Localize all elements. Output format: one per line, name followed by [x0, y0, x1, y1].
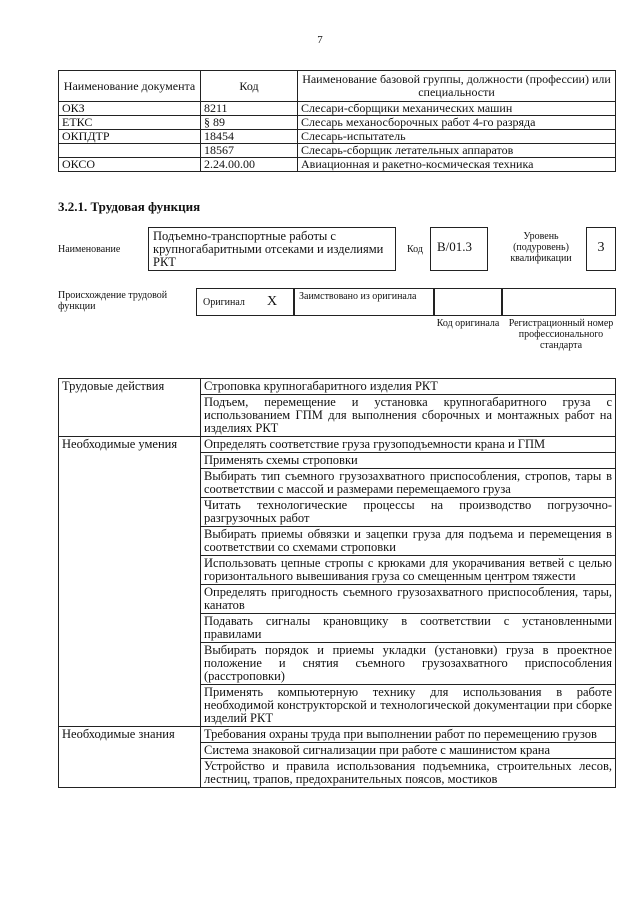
- name-label: Наименование: [58, 244, 121, 255]
- item-cell: Подъем, перемещение и установка крупногабаритного груза с использованием ГПМ для выполнения сборочных и монтажных работ на изделиях РКТ: [201, 395, 616, 437]
- function-code-box: В/01.3: [430, 227, 488, 271]
- category-cell: Необходимые умения: [59, 437, 201, 727]
- item-cell: Использовать цепные стропы с крюками для укорачивания ветвей с целью горизонтального вывешивания груза со смещенным центром тяжести: [201, 556, 616, 585]
- level-value-box: 3: [586, 227, 616, 271]
- table-cell: 18454: [201, 130, 298, 144]
- column-header: Код: [201, 71, 298, 102]
- column-header: Наименование документа: [59, 71, 201, 102]
- table-row: [59, 116, 616, 130]
- table-cell: ОКПДТР: [59, 130, 201, 144]
- item-cell: Подавать сигналы крановщику в соответствии с установленными правилами: [201, 614, 616, 643]
- table-row: [59, 144, 616, 158]
- reg-number-label: Регистрационный номер профессионального стандарта: [508, 318, 614, 351]
- function-name-box: Подъемно-транспортные работы с крупногабаритными отсеками и изделиями РКТ: [148, 227, 396, 271]
- table-cell: Слесарь-сборщик летательных аппаратов: [298, 144, 616, 158]
- table-row: [59, 727, 616, 743]
- item-cell: Читать технологические процессы на производство погрузочно-разгрузочных работ: [201, 498, 616, 527]
- function-details-table: [58, 378, 616, 788]
- table-cell: ЕТКС: [59, 116, 201, 130]
- table-cell: 18567: [201, 144, 298, 158]
- original-code-box: [434, 288, 502, 316]
- item-cell: Применять схемы строповки: [201, 453, 616, 469]
- item-cell: Определять пригодность съемного грузозахватного приспособления, тары, канатов: [201, 585, 616, 614]
- item-cell: Строповка крупногабаритного изделия РКТ: [201, 379, 616, 395]
- table-cell: [59, 144, 201, 158]
- column-header: Наименование базовой группы, должности (профессии) или специальности: [298, 71, 616, 102]
- table-row: [59, 130, 616, 144]
- reg-number-box: [502, 288, 616, 316]
- item-cell: Выбирать тип съемного грузозахватного приспособления, стропов, тары в соответствии с массой и размерами перемещаемого груза: [201, 469, 616, 498]
- table-cell: ОКЗ: [59, 102, 201, 116]
- classification-table: [58, 70, 616, 172]
- table-cell: ОКСО: [59, 158, 201, 172]
- table-header-row: [59, 71, 616, 102]
- borrowed-box: [294, 288, 434, 316]
- table-cell: § 89: [201, 116, 298, 130]
- original-code-label: Код оригинала: [436, 318, 500, 329]
- original-mark: X: [267, 294, 278, 309]
- page-number: 7: [317, 34, 323, 46]
- table-cell: Слесарь механосборочных работ 4-го разряда: [298, 116, 616, 130]
- item-cell: Определять соответствие груза грузоподъемности крана и ГПМ: [201, 437, 616, 453]
- table-cell: Авиационная и ракетно-космическая техника: [298, 158, 616, 172]
- code-label: Код: [407, 244, 423, 255]
- item-cell: Требования охраны труда при выполнении работ по перемещению грузов: [201, 727, 616, 743]
- table-cell: Слесарь-испытатель: [298, 130, 616, 144]
- borrowed-label: Заимствовано из оригинала: [299, 291, 417, 302]
- item-cell: Выбирать приемы обвязки и зацепки груза для подъема и перемещения в соответствии со схемами строповки: [201, 527, 616, 556]
- original-label: Оригинал: [203, 297, 245, 308]
- item-cell: Устройство и правила использования подъемника, строительных лесов, лестниц, трапов, предохранительных поясов, мостиков: [201, 759, 616, 788]
- table-row: [59, 437, 616, 453]
- table-row: [59, 379, 616, 395]
- table-row: [59, 158, 616, 172]
- table-cell: 8211: [201, 102, 298, 116]
- item-cell: Система знаковой сигнализации при работе с машинистом крана: [201, 743, 616, 759]
- category-cell: Трудовые действия: [59, 379, 201, 437]
- category-cell: Необходимые знания: [59, 727, 201, 788]
- original-box: [196, 288, 294, 316]
- origin-label: Происхождение трудовой функции: [58, 290, 168, 312]
- table-row: [59, 102, 616, 116]
- item-cell: Выбирать порядок и приемы укладки (установки) груза в проектное положение и снятия съемного грузозахватного приспособления (расстроповки): [201, 643, 616, 685]
- table-cell: Слесари-сборщики механических машин: [298, 102, 616, 116]
- item-cell: Применять компьютерную технику для использования в работе необходимой конструкторской и технологической документации при сборке изделий РКТ: [201, 685, 616, 727]
- section-title: 3.2.1. Трудовая функция: [58, 199, 201, 214]
- table-cell: 2.24.00.00: [201, 158, 298, 172]
- level-label: Уровень (подуровень) квалификации: [510, 231, 572, 264]
